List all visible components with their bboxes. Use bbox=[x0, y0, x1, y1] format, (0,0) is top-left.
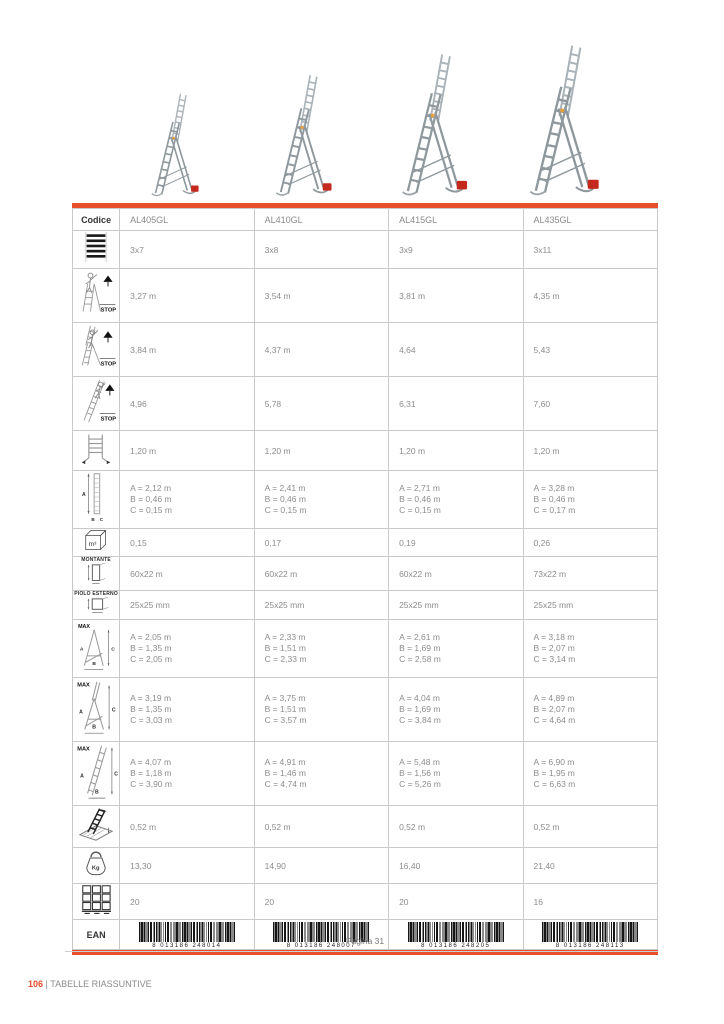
cell-value: 16 bbox=[523, 884, 657, 920]
cell-value: 25x25 mm bbox=[254, 591, 388, 620]
working-height-stepladder-stop-icon bbox=[74, 269, 118, 317]
cell-value: 0,15 bbox=[120, 529, 254, 557]
cell-dimensions: A = 4,91 m B = 1,46 m C = 4,74 m bbox=[254, 742, 388, 806]
cell-value: 25x25 mm bbox=[523, 591, 657, 620]
cell-dimensions: A = 6,90 m B = 1,95 m C = 6,63 m bbox=[523, 742, 657, 806]
svg-text:C: C bbox=[99, 517, 104, 523]
ladder-photo-al415gl bbox=[374, 52, 476, 198]
cell-value: 25x25 mm bbox=[389, 591, 523, 620]
row-working-height-stepladder bbox=[73, 269, 658, 323]
cell-value: 7,60 bbox=[523, 377, 657, 431]
cell-value: 5,78 bbox=[254, 377, 388, 431]
max-extended-dimensions-icon bbox=[74, 678, 118, 736]
page-reference: Pagina 31 bbox=[345, 936, 385, 946]
cell-dimensions: A = 2,61 m B = 1,69 m C = 2,58 m bbox=[389, 620, 523, 678]
cell-value: 60x22 m bbox=[120, 557, 254, 591]
stabilizer-base-icon bbox=[75, 806, 117, 842]
row-max-leaning bbox=[73, 742, 658, 806]
cell-value: 0,52 m bbox=[523, 806, 657, 848]
cell-value: 3x8 bbox=[254, 231, 388, 269]
piolo-esterno-profile-icon bbox=[79, 597, 113, 614]
svg-text:STOP: STOP bbox=[100, 361, 117, 368]
cell-value: 20 bbox=[254, 884, 388, 920]
svg-text:A: A bbox=[79, 647, 84, 653]
ean-number: 8 013186 248007 bbox=[286, 943, 356, 949]
ladder-photo-al435gl bbox=[499, 43, 609, 198]
page-footer bbox=[28, 979, 152, 989]
cell-value: 5,43 bbox=[523, 323, 657, 377]
cell-dimensions: A = 3,18 m B = 2,07 m C = 3,14 m bbox=[523, 620, 657, 678]
montante-label: MONTANTE bbox=[81, 557, 111, 563]
cell-dimensions: A = 4,89 m B = 2,07 m C = 4,64 m bbox=[523, 678, 657, 742]
cell-value: 3x9 bbox=[389, 231, 523, 269]
cell-value: 4,96 bbox=[120, 377, 254, 431]
row-montante bbox=[73, 557, 658, 591]
codice-header: Codice bbox=[73, 209, 120, 231]
svg-text:B: B bbox=[95, 789, 99, 796]
pallet-quantity-icon bbox=[79, 884, 113, 914]
svg-text:STOP: STOP bbox=[100, 307, 117, 314]
svg-text:B: B bbox=[92, 661, 97, 667]
svg-text:B: B bbox=[91, 517, 95, 523]
row-working-height-extended bbox=[73, 323, 658, 377]
ladder-photo-al405gl bbox=[122, 92, 214, 198]
cell-value: 21,40 bbox=[523, 848, 657, 884]
cell-value: 20 bbox=[389, 884, 523, 920]
model-header: AL415GL bbox=[389, 209, 523, 231]
working-height-leaning-stop-icon bbox=[74, 377, 118, 425]
row-base-width bbox=[73, 806, 658, 848]
cell-value: 1,20 m bbox=[389, 431, 523, 471]
spec-table-wrap bbox=[72, 203, 658, 955]
montante-profile-icon bbox=[79, 563, 113, 585]
cell-dimensions: A = 3,28 m B = 0,46 m C = 0,17 m bbox=[523, 471, 657, 529]
footer-divider-line bbox=[65, 951, 658, 952]
cell-dimensions: A = 2,05 m B = 1,35 m C = 2,05 m bbox=[120, 620, 254, 678]
row-volume bbox=[73, 529, 658, 557]
cell-value: 6,31 bbox=[389, 377, 523, 431]
svg-text:m³: m³ bbox=[88, 540, 97, 548]
max-aframe-dimensions-icon bbox=[74, 620, 118, 672]
cell-value: 4,37 m bbox=[254, 323, 388, 377]
cell-dimensions: A = 3,19 m B = 1,35 m C = 3,03 m bbox=[120, 678, 254, 742]
cell-value: 13,30 bbox=[120, 848, 254, 884]
cell-value: 0,26 bbox=[523, 529, 657, 557]
weight-kg-icon bbox=[81, 848, 111, 878]
cell-value: 1,20 m bbox=[254, 431, 388, 471]
svg-text:MAX: MAX bbox=[77, 746, 90, 753]
footer-separator: | bbox=[45, 979, 48, 989]
ean-label: EAN bbox=[73, 920, 120, 950]
row-closed-height bbox=[73, 431, 658, 471]
folded-dimensions-icon bbox=[80, 471, 112, 523]
svg-text:C: C bbox=[114, 771, 119, 778]
cell-dimensions: A = 2,33 m B = 1,51 m C = 2,33 m bbox=[254, 620, 388, 678]
row-weight bbox=[73, 848, 658, 884]
cell-dimensions: A = 5,48 m B = 1,56 m C = 5,26 m bbox=[389, 742, 523, 806]
cell-dimensions: A = 2,41 m B = 0,46 m C = 0,15 m bbox=[254, 471, 388, 529]
cell-value: 0,17 bbox=[254, 529, 388, 557]
cell-value: 3x7 bbox=[120, 231, 254, 269]
svg-text:MAX: MAX bbox=[77, 682, 90, 689]
cell-value: 60x22 m bbox=[254, 557, 388, 591]
header-row bbox=[73, 209, 658, 231]
cell-value: 3,27 m bbox=[120, 269, 254, 323]
volume-m3-icon bbox=[79, 529, 113, 551]
cell-value: 14,90 bbox=[254, 848, 388, 884]
cell-dimensions: A = 2,71 m B = 0,46 m C = 0,15 m bbox=[389, 471, 523, 529]
cell-value: 16,40 bbox=[389, 848, 523, 884]
working-height-extended-stop-icon bbox=[74, 323, 118, 371]
svg-text:STOP: STOP bbox=[100, 416, 117, 423]
svg-text:B: B bbox=[92, 724, 97, 731]
row-folded-dimensions bbox=[73, 471, 658, 529]
cell-value: 0,52 m bbox=[254, 806, 388, 848]
cell-value: 4,64 bbox=[389, 323, 523, 377]
cell-value: 3,84 m bbox=[120, 323, 254, 377]
ean-number: 8 013186 248113 bbox=[555, 943, 625, 949]
footer-section-title: TABELLE RIASSUNTIVE bbox=[50, 979, 152, 989]
cell-value: 20 bbox=[120, 884, 254, 920]
row-max-aframe bbox=[73, 620, 658, 678]
cell-value: 3,54 m bbox=[254, 269, 388, 323]
model-header: AL405GL bbox=[120, 209, 254, 231]
page-number: 106 bbox=[28, 979, 44, 989]
ean-number: 8 013186 248205 bbox=[421, 943, 491, 949]
max-leaning-dimensions-icon bbox=[74, 742, 118, 800]
piolo-esterno-label: PIOLO ESTERNO bbox=[74, 591, 118, 597]
cell-value: 0,52 m bbox=[389, 806, 523, 848]
cell-value: 0,19 bbox=[389, 529, 523, 557]
ladder-photo-al410gl bbox=[247, 73, 344, 198]
svg-text:A: A bbox=[80, 773, 84, 780]
cell-value: 1,20 m bbox=[120, 431, 254, 471]
ean-number: 8 013186 248014 bbox=[152, 943, 222, 949]
model-header: AL410GL bbox=[254, 209, 388, 231]
row-piolo-esterno bbox=[73, 591, 658, 620]
svg-text:A: A bbox=[79, 709, 83, 716]
cell-value: 60x22 m bbox=[389, 557, 523, 591]
cell-dimensions: A = 2,12 m B = 0,46 m C = 0,15 m bbox=[120, 471, 254, 529]
closed-ladder-icon bbox=[76, 431, 116, 465]
model-header: AL435GL bbox=[523, 209, 657, 231]
row-max-extended bbox=[73, 678, 658, 742]
spec-table bbox=[72, 208, 658, 950]
cell-value: 3,81 m bbox=[389, 269, 523, 323]
cell-value: 3x11 bbox=[523, 231, 657, 269]
cell-value: 73x22 m bbox=[523, 557, 657, 591]
svg-text:MAX: MAX bbox=[78, 624, 91, 631]
svg-text:A: A bbox=[82, 492, 86, 499]
svg-text:C: C bbox=[111, 647, 115, 653]
svg-text:C: C bbox=[111, 707, 116, 714]
cell-dimensions: A = 4,04 m B = 1,69 m C = 3,84 m bbox=[389, 678, 523, 742]
rungs-icon bbox=[77, 231, 115, 263]
cell-dimensions: A = 4,07 m B = 1,18 m C = 3,90 m bbox=[120, 742, 254, 806]
cell-value: 0,52 m bbox=[120, 806, 254, 848]
row-rungs bbox=[73, 231, 658, 269]
cell-dimensions: A = 3,75 m B = 1,51 m C = 3,57 m bbox=[254, 678, 388, 742]
cell-value: 25x25 mm bbox=[120, 591, 254, 620]
cell-value: 4,35 m bbox=[523, 269, 657, 323]
svg-text:Kg: Kg bbox=[91, 865, 100, 872]
row-working-height-leaning bbox=[73, 377, 658, 431]
row-pallet-quantity bbox=[73, 884, 658, 920]
cell-value: 1,20 m bbox=[523, 431, 657, 471]
